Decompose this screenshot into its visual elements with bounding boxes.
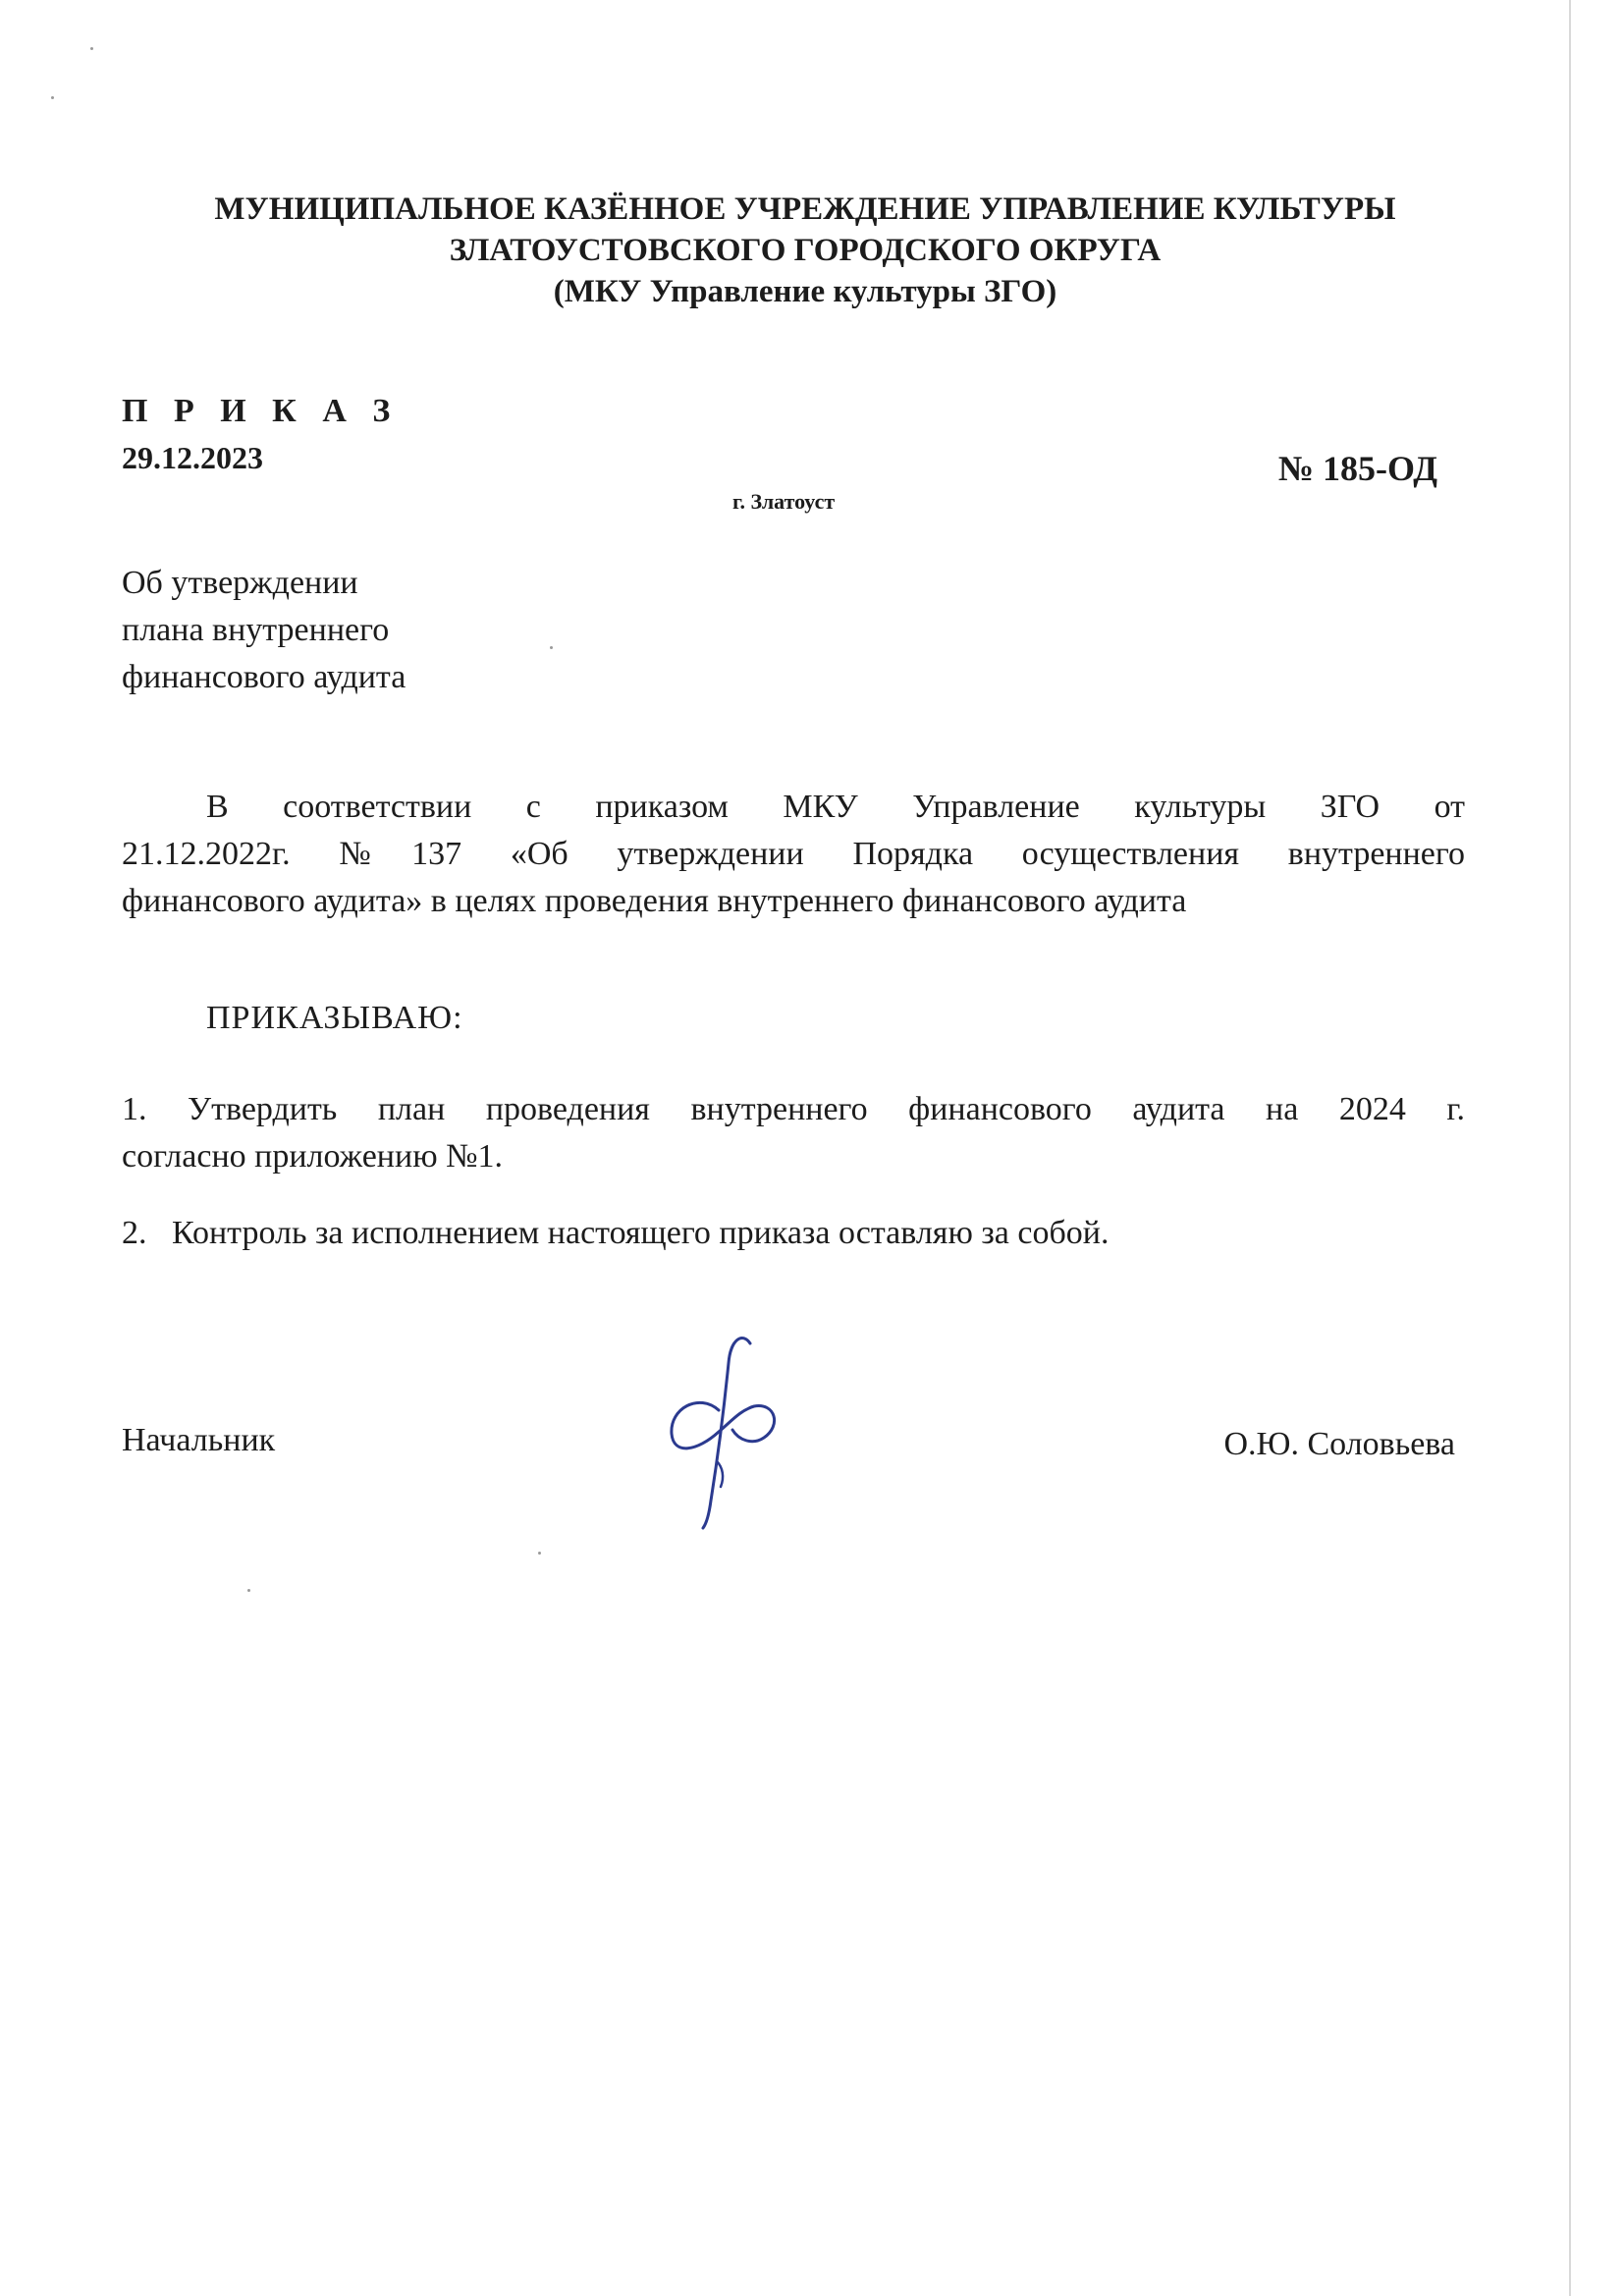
scan-speck bbox=[550, 646, 553, 649]
organization-name-line-2: ЗЛАТОУСТОВСКОГО ГОРОДСКОГО ОКРУГА bbox=[449, 233, 1162, 268]
handwritten-signature bbox=[660, 1324, 787, 1530]
order-word: ПРИКАЗЫВАЮ: bbox=[206, 1000, 463, 1036]
document-date: 29.12.2023 bbox=[122, 440, 263, 475]
document-type: П Р И К А З bbox=[122, 393, 400, 429]
preamble-paragraph bbox=[122, 784, 1465, 925]
organization-short-name: (МКУ Управление культуры ЗГО) bbox=[553, 274, 1057, 309]
order-item-2-line-1: 2. Контроль за исполнением настоящего приказа оставляю за собой. bbox=[122, 1215, 1110, 1251]
document-subject bbox=[122, 560, 406, 701]
order-item-1 bbox=[122, 1086, 1465, 1180]
order-item-1-line-1: 1. Утвердить план проведения внутреннего финансового аудита на 2024 г. bbox=[122, 1091, 1465, 1127]
preamble-line-2: 21.12.2022г. №137 «Об утверждении Порядка осуществления внутреннего bbox=[122, 836, 1465, 872]
scan-speck bbox=[247, 1589, 250, 1592]
scan-edge-line bbox=[1569, 0, 1571, 2296]
subject-line-3: финансового аудита bbox=[122, 659, 406, 695]
organization-header bbox=[147, 189, 1463, 312]
signer-name: О.Ю. Соловьева bbox=[1223, 1426, 1455, 1462]
preamble-line-1: В соответствии с приказом МКУ Управление культуры ЗГО от bbox=[206, 789, 1465, 825]
document-city: г. Златоуст bbox=[732, 489, 836, 514]
subject-line-1: Об утверждении bbox=[122, 565, 358, 601]
subject-line-2: плана внутреннего bbox=[122, 612, 390, 648]
order-item-1-line-2: согласно приложению №1. bbox=[122, 1138, 504, 1175]
scan-speck bbox=[51, 96, 54, 99]
signer-title: Начальник bbox=[122, 1422, 276, 1458]
order-item-2 bbox=[122, 1210, 1465, 1257]
signature-stroke bbox=[703, 1338, 750, 1528]
scan-speck bbox=[538, 1552, 541, 1555]
organization-name-line-1: МУНИЦИПАЛЬНОЕ КАЗЁННОЕ УЧРЕЖДЕНИЕ УПРАВЛЕНИЕ КУЛЬТУРЫ bbox=[214, 191, 1396, 227]
scan-speck bbox=[90, 47, 93, 50]
document-number: № 185-ОД bbox=[1277, 449, 1437, 488]
preamble-line-3: финансового аудита» в целях проведения внутреннего финансового аудита bbox=[122, 883, 1187, 919]
